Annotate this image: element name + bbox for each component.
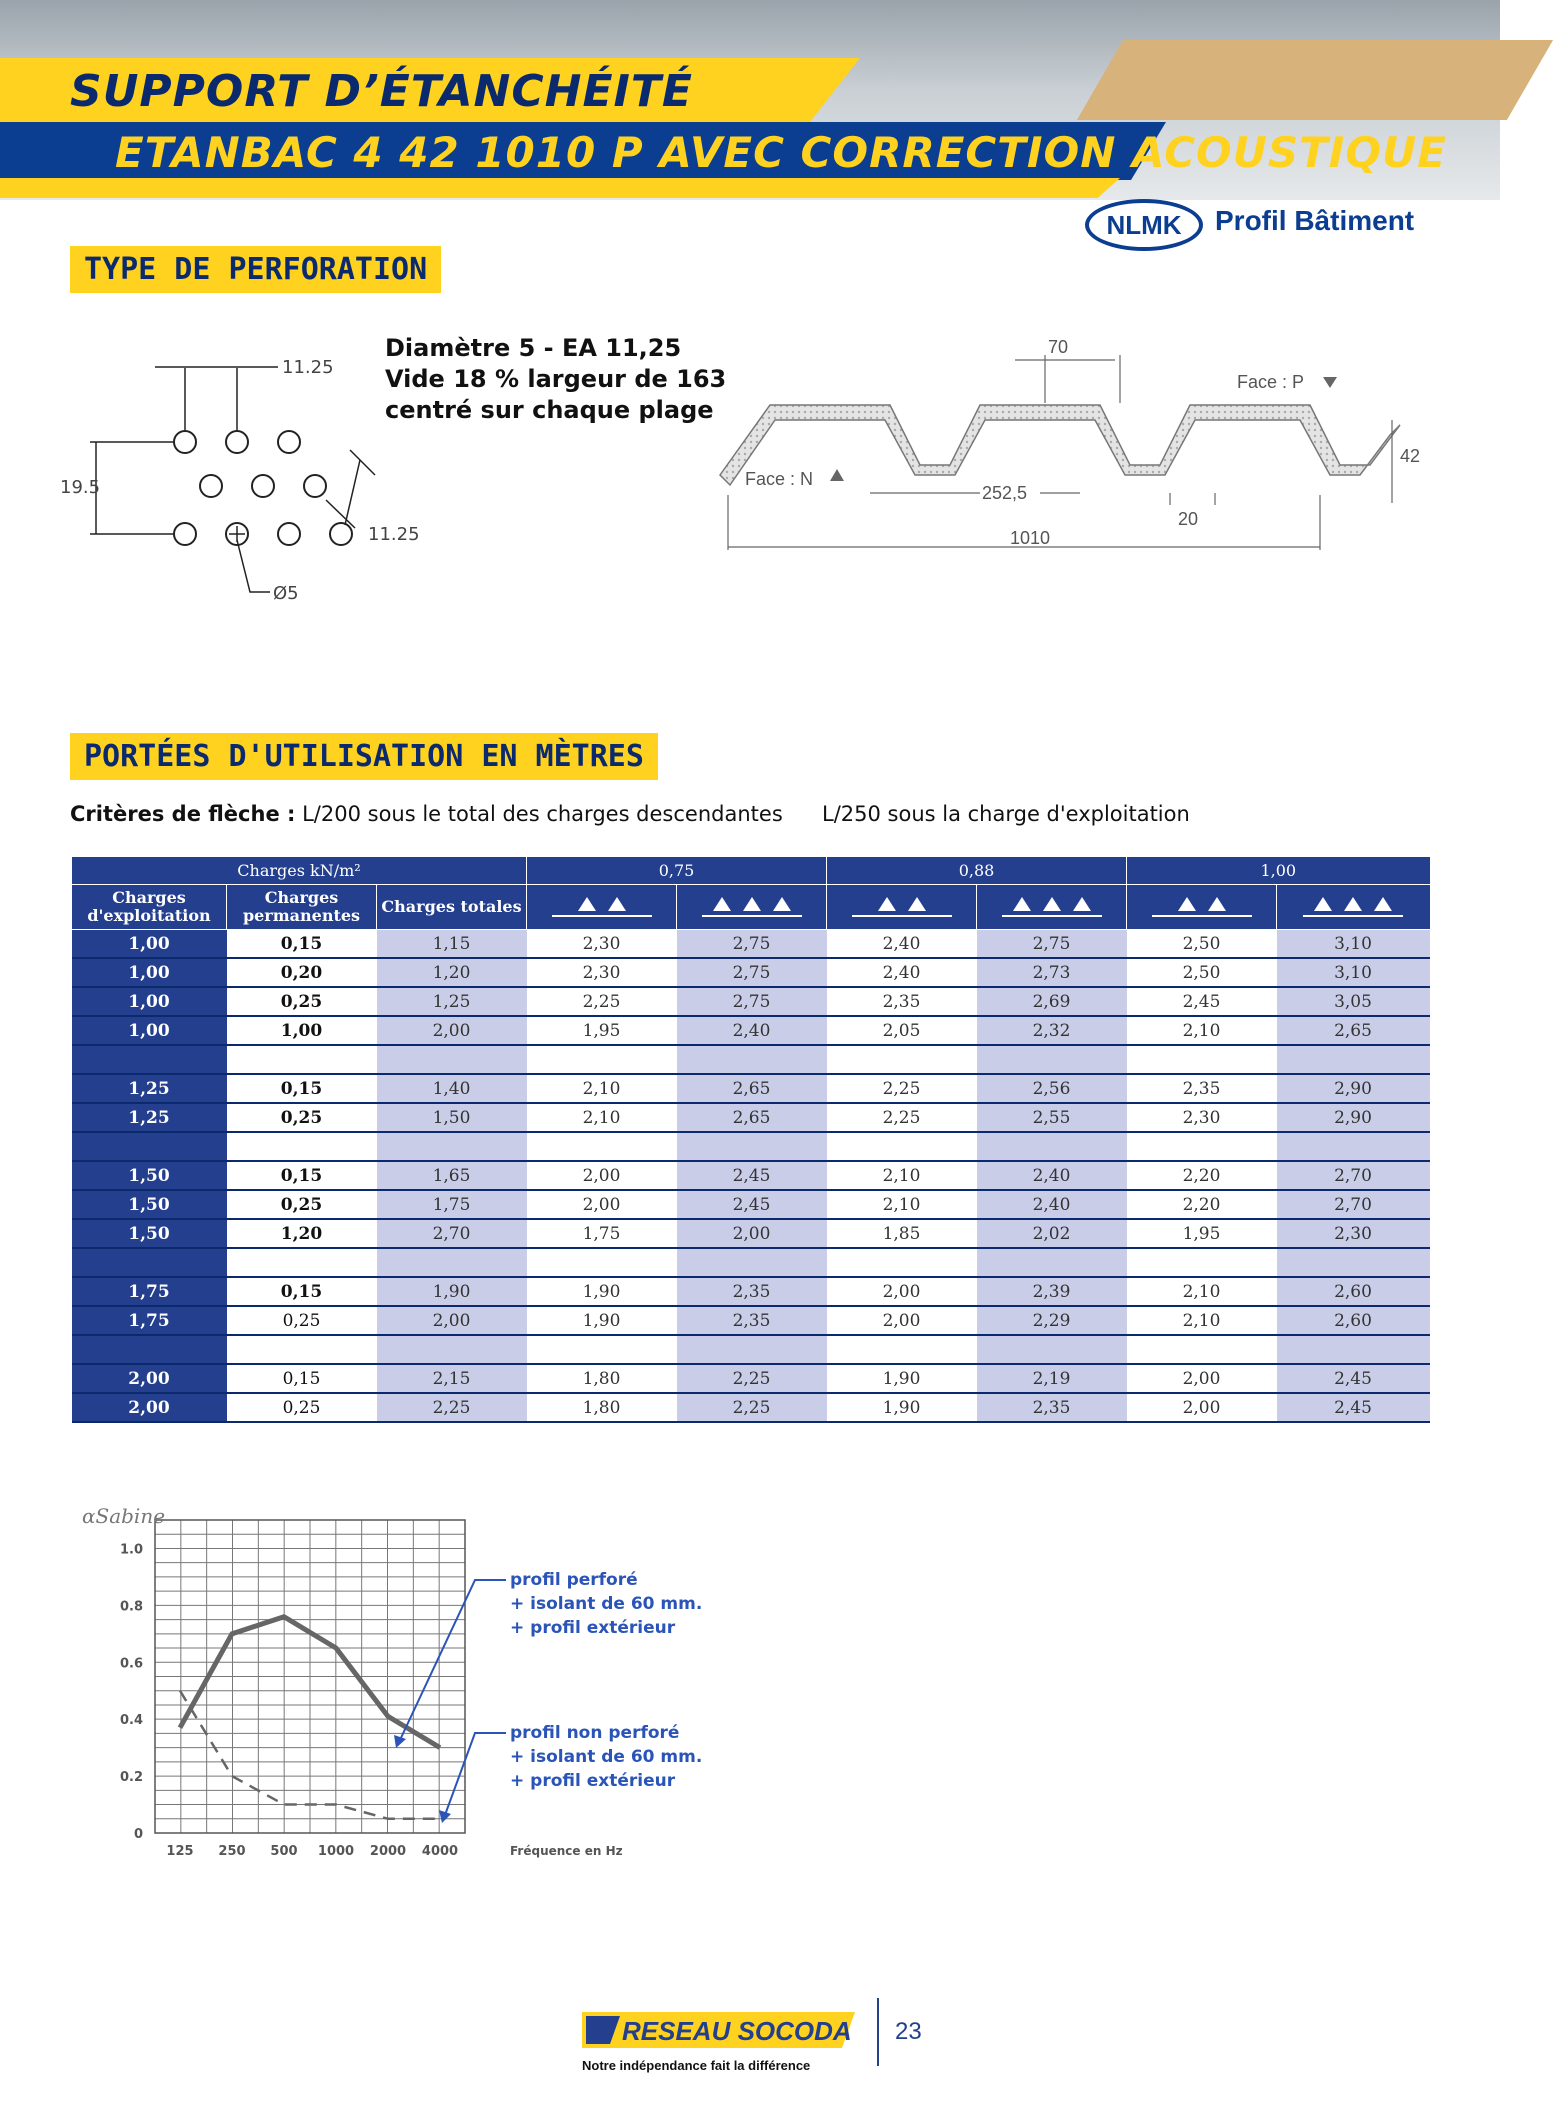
nlmk-logo-mark: NLMK (1085, 199, 1203, 251)
cell-100-2sup: 2,00 (1127, 1393, 1277, 1422)
table-row (72, 1103, 1430, 1132)
x-tick-label: 4000 (421, 1844, 459, 1859)
x-axis-label: Fréquence en Hz (510, 1844, 623, 1858)
cell-permanentes (227, 1335, 377, 1364)
cell-permanentes: 0,15 (227, 1364, 377, 1393)
cell-exploitation: 1,50 (72, 1190, 227, 1219)
dim-row-gap: 19.5 (60, 477, 101, 498)
cell-075-2sup: 2,10 (527, 1074, 677, 1103)
nlmk-logo (1085, 197, 1435, 253)
legend-perforated: + isolant de 60 mm. (510, 1594, 703, 1614)
cell-100-3sup: 2,45 (1277, 1364, 1430, 1393)
cell-100-2sup (1127, 1045, 1277, 1074)
cell-100-2sup: 2,35 (1127, 1074, 1277, 1103)
cell-totales: 1,75 (377, 1190, 527, 1219)
spans-table-body (72, 930, 1430, 1423)
profile-shape (720, 405, 1400, 485)
cell-088-3sup: 2,35 (977, 1393, 1127, 1422)
cell-075-3sup: 2,35 (677, 1277, 827, 1306)
col-header-permanentes: Charges permanentes (227, 885, 377, 930)
cell-088-2sup (827, 1335, 977, 1364)
table-row (72, 1393, 1430, 1422)
face-n-label: Face : N (745, 469, 814, 489)
cell-075-3sup: 2,25 (677, 1393, 827, 1422)
cell-exploitation: 1,75 (72, 1277, 227, 1306)
cell-088-2sup: 2,25 (827, 1074, 977, 1103)
cell-permanentes: 1,20 (227, 1219, 377, 1248)
dim-bottom: 20 (1178, 509, 1199, 529)
cell-075-2sup: 1,80 (527, 1393, 677, 1422)
cell-088-3sup (977, 1248, 1127, 1277)
cell-totales: 2,25 (377, 1393, 527, 1422)
table-row (72, 1364, 1430, 1393)
three-supports-icon (977, 885, 1127, 930)
page-subtitle: ETANBAC 4 42 1010 P AVEC CORRECTION ACOUSTIQUE (115, 128, 1447, 177)
cell-totales (377, 1335, 527, 1364)
header-photo-roof (1077, 40, 1553, 120)
cell-permanentes: 0,15 (227, 1277, 377, 1306)
cell-075-2sup (527, 1045, 677, 1074)
cell-totales: 2,00 (377, 1306, 527, 1335)
cell-088-3sup: 2,56 (977, 1074, 1127, 1103)
arrow-head-icon (394, 1735, 406, 1748)
cell-088-3sup: 2,19 (977, 1364, 1127, 1393)
cell-100-2sup: 2,10 (1127, 1277, 1277, 1306)
cell-totales: 1,65 (377, 1161, 527, 1190)
cell-088-3sup: 2,55 (977, 1103, 1127, 1132)
hole-circle (200, 475, 222, 497)
perforation-description (385, 333, 726, 426)
cell-exploitation: 2,00 (72, 1364, 227, 1393)
cell-exploitation (72, 1248, 227, 1277)
dim-width: 1010 (1010, 528, 1051, 548)
cell-075-2sup (527, 1248, 677, 1277)
cell-permanentes: 0,15 (227, 1074, 377, 1103)
cell-088-3sup: 2,32 (977, 1016, 1127, 1045)
cell-100-2sup: 2,30 (1127, 1103, 1277, 1132)
cell-100-3sup: 2,70 (1277, 1190, 1430, 1219)
cell-088-3sup: 2,40 (977, 1190, 1127, 1219)
legend-leader-perforated (400, 1580, 506, 1740)
table-spacer-row (72, 1045, 1430, 1074)
face-p-arrow-icon (1323, 377, 1337, 388)
cell-088-3sup: 2,40 (977, 1161, 1127, 1190)
thickness-header-100: 1,00 (1127, 857, 1430, 885)
cell-100-2sup: 2,45 (1127, 987, 1277, 1016)
cell-100-3sup: 2,90 (1277, 1074, 1430, 1103)
cell-075-3sup: 2,75 (677, 958, 827, 987)
cell-075-3sup (677, 1045, 827, 1074)
face-p-label: Face : P (1237, 372, 1305, 392)
chart-grid (155, 1520, 465, 1833)
hole-circle (304, 475, 326, 497)
cell-075-2sup (527, 1335, 677, 1364)
cell-075-2sup (527, 1132, 677, 1161)
thickness-header-088: 0,88 (827, 857, 1127, 885)
cell-100-2sup (1127, 1132, 1277, 1161)
cell-permanentes (227, 1248, 377, 1277)
dim-top: 70 (1048, 337, 1069, 357)
cell-100-3sup (1277, 1335, 1430, 1364)
cell-exploitation: 1,75 (72, 1306, 227, 1335)
cell-075-3sup: 2,75 (677, 930, 827, 959)
cell-100-3sup: 2,45 (1277, 1393, 1430, 1422)
table-row (72, 1016, 1430, 1045)
footer-tagline: Notre indépendance fait la différence (582, 2058, 811, 2073)
table-spacer-row (72, 1248, 1430, 1277)
reseau-socoda-logo (580, 2010, 870, 2080)
legend-perforated: profil perforé (510, 1570, 638, 1590)
cell-exploitation: 1,50 (72, 1161, 227, 1190)
cell-100-3sup: 2,30 (1277, 1219, 1430, 1248)
hole-circle (278, 431, 300, 453)
cell-permanentes: 0,15 (227, 930, 377, 959)
cell-075-3sup: 2,75 (677, 987, 827, 1016)
cell-088-2sup: 2,10 (827, 1190, 977, 1219)
cell-totales: 1,50 (377, 1103, 527, 1132)
cell-088-2sup: 1,90 (827, 1393, 977, 1422)
legend-leader-non-perforated (445, 1733, 506, 1815)
legend-non-perforated: + profil extérieur (510, 1771, 676, 1791)
perforation-line-1: Diamètre 5 - EA 11,25 (385, 334, 682, 362)
cell-100-2sup: 2,10 (1127, 1306, 1277, 1335)
footer-brand: RESEAU SOCODA (622, 2016, 852, 2046)
two-supports-icon (1127, 885, 1277, 930)
cell-088-2sup: 2,00 (827, 1277, 977, 1306)
cell-totales: 1,25 (377, 987, 527, 1016)
cell-permanentes: 0,25 (227, 1306, 377, 1335)
arrow-head-icon (439, 1810, 451, 1823)
cell-075-2sup: 1,75 (527, 1219, 677, 1248)
hole-circle (278, 523, 300, 545)
cell-totales (377, 1248, 527, 1277)
cell-permanentes: 0,25 (227, 1393, 377, 1422)
cell-088-3sup: 2,75 (977, 930, 1127, 959)
cell-exploitation: 1,00 (72, 930, 227, 959)
cell-exploitation (72, 1045, 227, 1074)
cell-100-2sup (1127, 1335, 1277, 1364)
table-row (72, 987, 1430, 1016)
spans-table (71, 857, 1430, 1423)
x-tick-label: 125 (166, 1844, 194, 1859)
cell-totales: 2,15 (377, 1364, 527, 1393)
x-tick-label: 250 (218, 1844, 246, 1859)
cell-100-3sup: 3,10 (1277, 958, 1430, 987)
cell-totales (377, 1132, 527, 1161)
cell-permanentes: 0,15 (227, 1161, 377, 1190)
cell-075-2sup: 2,00 (527, 1190, 677, 1219)
cell-075-3sup: 2,40 (677, 1016, 827, 1045)
cell-088-2sup: 2,40 (827, 930, 977, 959)
cell-100-2sup: 2,20 (1127, 1161, 1277, 1190)
cell-088-2sup: 1,85 (827, 1219, 977, 1248)
cell-100-2sup: 2,00 (1127, 1364, 1277, 1393)
cell-075-2sup: 2,30 (527, 930, 677, 959)
cell-100-3sup (1277, 1132, 1430, 1161)
cell-permanentes: 1,00 (227, 1016, 377, 1045)
dim-pitch-diag: 11.25 (368, 524, 420, 545)
x-tick-label: 1000 (317, 1844, 355, 1859)
cell-100-2sup: 2,10 (1127, 1016, 1277, 1045)
col-header-totales: Charges totales (377, 885, 527, 930)
cell-075-2sup: 2,30 (527, 958, 677, 987)
y-tick-label: 1.0 (119, 1542, 143, 1558)
cell-100-3sup (1277, 1045, 1430, 1074)
col-header-exploitation: Charges d'exploitation (72, 885, 227, 930)
header-band-yellow-lower (0, 178, 1120, 198)
cell-088-3sup: 2,29 (977, 1306, 1127, 1335)
cell-088-3sup (977, 1045, 1127, 1074)
cell-088-2sup: 2,10 (827, 1161, 977, 1190)
acoustic-chart (70, 1505, 750, 1875)
cell-permanentes: 0,20 (227, 958, 377, 987)
criteria-l250: L/250 sous la charge d'exploitation (822, 802, 1190, 826)
cell-100-3sup: 3,10 (1277, 930, 1430, 959)
legend-non-perforated: + isolant de 60 mm. (510, 1747, 703, 1767)
criteria-l200: L/200 sous le total des charges descendantes (302, 802, 783, 826)
cell-exploitation: 1,00 (72, 958, 227, 987)
cell-088-3sup (977, 1132, 1127, 1161)
dim-height: 42 (1400, 446, 1421, 466)
cell-exploitation: 1,25 (72, 1103, 227, 1132)
cell-100-3sup: 2,65 (1277, 1016, 1430, 1045)
cell-exploitation: 1,00 (72, 1016, 227, 1045)
section-title-spans: PORTÉES D'UTILISATION EN MÈTRES (70, 733, 658, 780)
x-tick-label: 500 (270, 1844, 298, 1859)
cell-075-2sup: 2,10 (527, 1103, 677, 1132)
cell-permanentes (227, 1045, 377, 1074)
cell-permanentes: 0,25 (227, 987, 377, 1016)
criteria-label: Critères de flèche : (70, 802, 296, 826)
cell-075-2sup: 1,90 (527, 1306, 677, 1335)
perforation-diagram (60, 340, 420, 610)
cell-100-2sup (1127, 1248, 1277, 1277)
cell-exploitation (72, 1132, 227, 1161)
y-axis-label: αSabine (82, 1504, 166, 1528)
cell-075-3sup: 2,45 (677, 1161, 827, 1190)
cell-totales: 1,90 (377, 1277, 527, 1306)
cell-088-2sup: 2,25 (827, 1103, 977, 1132)
cell-exploitation: 1,25 (72, 1074, 227, 1103)
cell-totales: 2,00 (377, 1016, 527, 1045)
cell-100-3sup (1277, 1248, 1430, 1277)
cell-permanentes: 0,25 (227, 1190, 377, 1219)
cell-100-2sup: 2,50 (1127, 958, 1277, 987)
table-row (72, 930, 1430, 959)
profile-diagram (700, 325, 1440, 565)
cell-088-2sup (827, 1132, 977, 1161)
cell-100-2sup: 2,50 (1127, 930, 1277, 959)
two-supports-icon (527, 885, 677, 930)
cell-075-3sup (677, 1132, 827, 1161)
section-title-perforation: TYPE DE PERFORATION (70, 246, 441, 293)
cell-088-3sup: 2,69 (977, 987, 1127, 1016)
table-row (72, 1074, 1430, 1103)
hole-circle (330, 523, 352, 545)
cell-088-3sup: 2,73 (977, 958, 1127, 987)
cell-075-2sup: 1,90 (527, 1277, 677, 1306)
legend-non-perforated: profil non perforé (510, 1723, 680, 1743)
charges-header: Charges kN/m² (72, 857, 527, 885)
criteria-text-1 (70, 802, 783, 826)
table-spacer-row (72, 1132, 1430, 1161)
cell-075-3sup (677, 1248, 827, 1277)
cell-totales: 1,15 (377, 930, 527, 959)
cell-exploitation (72, 1335, 227, 1364)
cell-permanentes (227, 1132, 377, 1161)
face-n-arrow-icon (830, 469, 844, 481)
cell-075-3sup: 2,65 (677, 1074, 827, 1103)
page-number: 23 (895, 2018, 922, 2045)
cell-088-2sup: 2,05 (827, 1016, 977, 1045)
cell-088-2sup: 2,40 (827, 958, 977, 987)
cell-075-2sup: 1,95 (527, 1016, 677, 1045)
cell-088-2sup: 1,90 (827, 1364, 977, 1393)
y-tick-label: 0 (133, 1827, 143, 1842)
cell-088-2sup (827, 1045, 977, 1074)
cell-075-3sup: 2,00 (677, 1219, 827, 1248)
cell-totales: 1,40 (377, 1074, 527, 1103)
cell-100-2sup: 2,20 (1127, 1190, 1277, 1219)
cell-totales: 1,20 (377, 958, 527, 987)
cell-088-2sup: 2,00 (827, 1306, 977, 1335)
cell-075-2sup: 1,80 (527, 1364, 677, 1393)
three-supports-icon (1277, 885, 1430, 930)
cell-100-3sup: 3,05 (1277, 987, 1430, 1016)
cell-100-3sup: 2,60 (1277, 1277, 1430, 1306)
legend-perforated: + profil extérieur (510, 1618, 676, 1638)
hole-circle (226, 431, 248, 453)
cell-100-2sup: 1,95 (1127, 1219, 1277, 1248)
cell-100-3sup: 2,70 (1277, 1161, 1430, 1190)
cell-075-3sup: 2,45 (677, 1190, 827, 1219)
cell-totales (377, 1045, 527, 1074)
cell-088-2sup: 2,35 (827, 987, 977, 1016)
y-tick-label: 0.8 (119, 1599, 143, 1615)
cell-075-3sup: 2,65 (677, 1103, 827, 1132)
two-supports-icon (827, 885, 977, 930)
cell-exploitation: 1,50 (72, 1219, 227, 1248)
cell-075-3sup: 2,25 (677, 1364, 827, 1393)
cell-exploitation: 2,00 (72, 1393, 227, 1422)
hole-circle (252, 475, 274, 497)
table-row (72, 1219, 1430, 1248)
table-row (72, 958, 1430, 987)
thickness-header-075: 0,75 (527, 857, 827, 885)
cell-100-3sup: 2,90 (1277, 1103, 1430, 1132)
table-row (72, 1306, 1430, 1335)
y-tick-label: 0.4 (119, 1713, 143, 1729)
y-tick-label: 0.6 (119, 1656, 143, 1672)
dim-pitch: 252,5 (982, 483, 1028, 503)
table-row (72, 1277, 1430, 1306)
table-row (72, 1190, 1430, 1219)
x-tick-label: 2000 (369, 1844, 407, 1859)
hole-circle (174, 431, 196, 453)
three-supports-icon (677, 885, 827, 930)
page-title: SUPPORT D’ÉTANCHÉITÉ (70, 66, 693, 117)
cell-075-3sup: 2,35 (677, 1306, 827, 1335)
cell-exploitation: 1,00 (72, 987, 227, 1016)
dim-hole: Ø5 (273, 583, 299, 604)
cell-088-2sup (827, 1248, 977, 1277)
y-tick-label: 0.2 (119, 1770, 143, 1786)
table-row (72, 1161, 1430, 1190)
perforation-line-3: centré sur chaque plage (385, 396, 714, 424)
cell-075-3sup (677, 1335, 827, 1364)
table-spacer-row (72, 1335, 1430, 1364)
hole-circle (174, 523, 196, 545)
perforation-line-2: Vide 18 % largeur de 163 (385, 365, 727, 393)
dim-pitch-top: 11.25 (282, 357, 334, 378)
cell-075-2sup: 2,00 (527, 1161, 677, 1190)
cell-totales: 2,70 (377, 1219, 527, 1248)
cell-permanentes: 0,25 (227, 1103, 377, 1132)
cell-075-2sup: 2,25 (527, 987, 677, 1016)
cell-088-3sup: 2,39 (977, 1277, 1127, 1306)
cell-088-3sup (977, 1335, 1127, 1364)
cell-088-3sup: 2,02 (977, 1219, 1127, 1248)
cell-100-3sup: 2,60 (1277, 1306, 1430, 1335)
footer-divider (877, 1998, 879, 2066)
nlmk-logo-text: Profil Bâtiment (1215, 205, 1415, 236)
